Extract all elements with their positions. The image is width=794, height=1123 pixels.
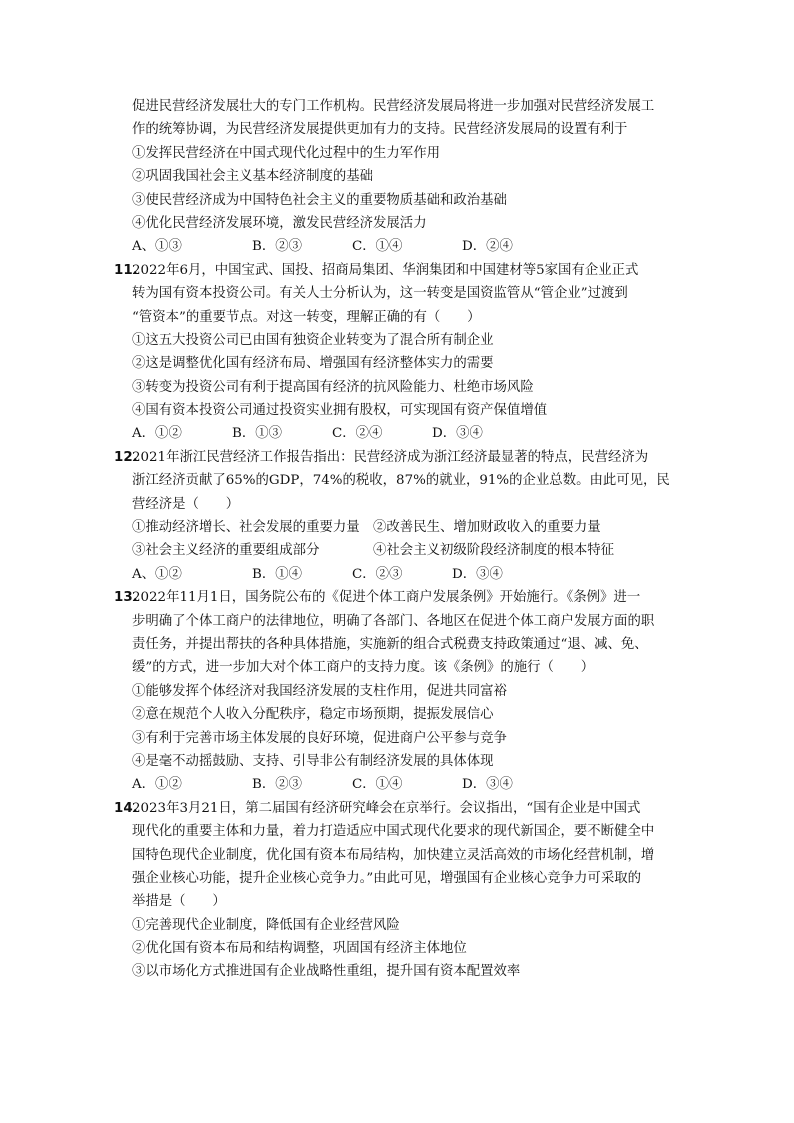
option-4: ④国有资本投资公司通过投资实业拥有股权，可实现国有资产保值增值 [132, 403, 548, 419]
question-number: 12. [114, 449, 138, 465]
question-12 [114, 446, 680, 586]
question-stem-line: 举措是（ ） [132, 894, 226, 910]
question-stem-line: 14. 2023年3月21日，第二届国有经济研究峰会在京举行。会议指出，“国有企业是中国式 [114, 797, 680, 820]
question-stem-line: 责任务，并提出帮扶的各种具体措施，实施新的组合式税费支持政策通过“退、减、免、 [132, 636, 648, 652]
option-1: ①能够发挥个体经济对我国经济发展的支柱作用，促进共同富裕 [132, 683, 507, 699]
option-2: ②优化国有资本布局和结构调整，巩固国有经济主体地位 [132, 941, 467, 957]
question-stem-line: 现代化的重要主体和力量，着力打造适应中国式现代化要求的现代新国企，要不断健全中 [132, 824, 655, 840]
answer-a[interactable]: A．①② [132, 426, 182, 442]
question-number: 14. [114, 800, 138, 816]
option-4: ④是毫不动摇鼓励、支持、引导非公有制经济发展的具体体现 [132, 753, 494, 769]
question-stem-line: 11. 2022年6月，中国宝武、国投、招商局集团、华润集团和中国建材等5家国有企业正式 [114, 259, 680, 282]
answer-c[interactable]: C．①④ [352, 777, 403, 793]
question-stem-line: 营经济是（ ） [132, 496, 240, 512]
option-3: ③以市场化方式推进国有企业战略性重组，提升国有资本配置效率 [132, 964, 521, 980]
question-14 [114, 797, 680, 984]
option-2: ②巩固我国社会主义基本经济制度的基础 [132, 169, 374, 185]
question-list [114, 95, 680, 984]
option-1-2: ①推动经济增长、社会发展的重要力量 ②改善民生、增加财政收入的重要力量 [132, 520, 601, 536]
answer-d[interactable]: D．③④ [432, 426, 483, 442]
question-stem-line: 12. 2021年浙江民营经济工作报告指出：民营经济成为浙江经济最显著的特点，民营经济为 [114, 446, 680, 469]
answer-d[interactable]: D．②④ [462, 239, 513, 255]
answer-b[interactable]: B．①④ [252, 566, 303, 582]
question-stem-line: 国特色现代企业制度，优化国有资本布局结构，加快建立灵活高效的市场化经营机制，增 [132, 847, 655, 863]
question-stem-line: “管资本”的重要节点。对这一转变，理解正确的有（ ） [132, 309, 481, 325]
option-1: ①发挥民营经济在中国式现代化过程中的生力军作用 [132, 145, 440, 161]
question-11 [114, 259, 680, 446]
option-3-4: ③社会主义经济的重要组成部分 ④社会主义初级阶段经济制度的根本特征 [132, 543, 615, 559]
answer-c[interactable]: C．②③ [352, 566, 403, 582]
option-2: ②意在规范个人收入分配秩序，稳定市场预期，提振发展信心 [132, 707, 494, 723]
question-13 [114, 586, 680, 797]
answer-d[interactable]: D．③④ [462, 777, 513, 793]
option-1: ①这五大投资公司已由国有独资企业转变为了混合所有制企业 [132, 332, 494, 348]
question-stem-line: 强企业核心功能，提升企业核心竞争力。”由此可见，增强国有企业核心竞争力可采取的 [132, 870, 641, 886]
answer-choices [114, 422, 680, 445]
answer-b[interactable]: B．②③ [252, 777, 303, 793]
question-stem-line: 促进民营经济发展壮大的专门工作机构。民营经济发展局将进一步加强对民营经济发展工 [132, 99, 655, 114]
question-10 [114, 95, 680, 259]
option-3: ③使民营经济成为中国特色社会主义的重要物质基础和政治基础 [132, 192, 507, 208]
question-stem-line: 13. 2022年11月1日，国务院公布的《促进个体工商户发展条例》开始施行。《条例》进一 [114, 586, 680, 609]
question-stem-line: 作的统筹协调，为民营经济发展提供更加有力的支持。民营经济发展局的设置有利于 [132, 122, 628, 138]
question-number: 11. [114, 262, 138, 278]
answer-c[interactable]: C．②④ [332, 426, 383, 442]
answer-choices [114, 773, 680, 796]
option-3: ③有利于完善市场主体发展的良好环境，促进商户公平参与竞争 [132, 730, 507, 746]
answer-d[interactable]: D．③④ [452, 566, 503, 582]
answer-a[interactable]: A．①② [132, 777, 182, 793]
option-1: ①完善现代企业制度，降低国有企业经营风险 [132, 917, 400, 933]
answer-c[interactable]: C．①④ [352, 239, 403, 255]
answer-choices [114, 235, 680, 258]
question-stem-line: 浙江经济贡献了65%的GDP，74%的税收，87%的就业，91%的企业总数。由此可见，民 [132, 473, 670, 489]
question-stem-line: 缓”的方式，进一步加大对个体工商户的支持力度。该《条例》的施行（ ） [132, 660, 595, 676]
option-2: ②这是调整优化国有经济布局、增强国有经济整体实力的需要 [132, 356, 494, 372]
option-3: ③转变为投资公司有利于提高国有经济的抗风险能力、杜绝市场风险 [132, 379, 534, 395]
answer-b[interactable]: B．②③ [252, 239, 303, 255]
question-stem-line: 步明确了个体工商户的法律地位，明确了各部门、各地区在促进个体工商户发展方面的职 [132, 613, 655, 629]
question-number: 13. [114, 590, 138, 606]
answer-a[interactable]: A、①③ [132, 239, 182, 255]
option-4: ④优化民营经济发展环境，激发民营经济发展活力 [132, 215, 427, 231]
answer-a[interactable]: A、①② [132, 566, 182, 582]
question-stem-line: 转为国有资本投资公司。有关人士分析认为，这一转变是国资监管从“管企业”过渡到 [132, 286, 628, 302]
answer-choices [114, 563, 680, 586]
answer-b[interactable]: B．①③ [232, 426, 283, 442]
